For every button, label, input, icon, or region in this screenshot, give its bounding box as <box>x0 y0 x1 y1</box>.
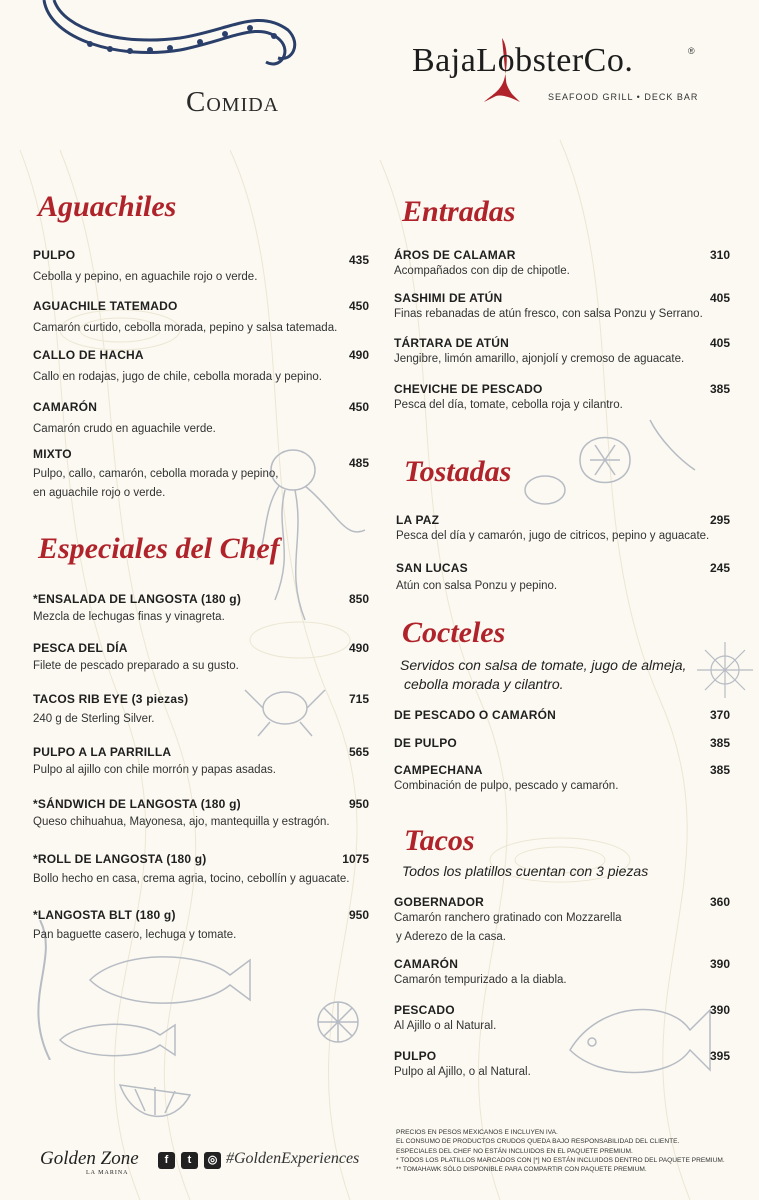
item-price: 385 <box>709 736 730 750</box>
item-price: 310 <box>709 248 730 262</box>
menu-item <box>33 641 239 676</box>
item-desc: Camarón ranchero gratinado con Mozzarella <box>394 912 622 924</box>
item-price: 950 <box>348 797 369 811</box>
menu-item <box>33 447 278 503</box>
item-name: SASHIMI DE ATÚN <box>394 291 503 305</box>
facebook-icon[interactable]: f <box>158 1152 175 1169</box>
item-desc: Atún con salsa Ponzu y pepino. <box>396 580 558 592</box>
fish-group-illustration <box>50 930 270 1080</box>
menu-item <box>394 763 618 796</box>
section-title-especiales: Especiales del Chef <box>38 532 280 565</box>
item-desc: Callo en rodajas, jugo de chile, cebolla morada y pepino. <box>33 371 322 383</box>
menu-item <box>394 1049 531 1082</box>
cocteles-note <box>400 656 686 694</box>
item-desc: Finas rebanadas de atún fresco, con salsa Ponzu y Serrano. <box>394 308 703 320</box>
menu-item <box>33 400 216 439</box>
section-title-tacos: Tacos <box>404 824 475 857</box>
menu-item <box>394 957 567 990</box>
twitter-icon[interactable]: t <box>181 1152 198 1169</box>
item-price: 950 <box>348 908 369 922</box>
golden-zone-logo <box>40 1148 139 1176</box>
item-desc: Queso chihuahua, Mayonesa, ajo, mantequilla y estragón. <box>33 816 330 828</box>
item-price: 450 <box>348 299 369 313</box>
item-desc: Acompañados con dip de chipotle. <box>394 265 570 277</box>
item-desc: Al Ajillo o al Natural. <box>394 1020 497 1032</box>
octopus-tentacle-illustration <box>30 0 310 90</box>
registered-mark: ® <box>688 46 695 56</box>
item-price: 370 <box>709 708 730 722</box>
menu-item <box>33 248 257 287</box>
item-desc: Jengibre, limón amarillo, ajonjolí y cremoso de aguacate. <box>394 353 685 365</box>
item-desc: 240 g de Sterling Silver. <box>33 713 155 725</box>
menu-item <box>33 592 241 627</box>
logo-text: BajaLobsterCo. <box>412 42 634 79</box>
menu-item <box>33 299 337 338</box>
item-name: CAMPECHANA <box>394 763 483 777</box>
item-desc: Camarón curtido, cebolla morada, pepino y salsa tatemada. <box>33 322 338 334</box>
item-desc: Cebolla y pepino, en aguachile rojo o verde. <box>33 271 258 283</box>
menu-item <box>394 382 623 415</box>
item-desc: Pesca del día, tomate, cebolla roja y cilantro. <box>394 399 623 411</box>
section-title-tostadas: Tostadas <box>404 455 512 488</box>
item-price: 450 <box>348 400 369 414</box>
item-desc: Pulpo al ajillo con chile morrón y papas asadas. <box>33 764 276 776</box>
instagram-icon[interactable]: ◎ <box>204 1152 221 1169</box>
item-name: ÁROS DE CALAMAR <box>394 248 516 262</box>
item-name: AGUACHILE TATEMADO <box>33 299 178 313</box>
item-price: 385 <box>709 763 730 777</box>
item-desc: Pulpo, callo, camarón, cebolla morada y pepino, <box>33 468 279 480</box>
menu-item <box>394 291 703 324</box>
hashtag: #GoldenExperiences <box>226 1150 360 1167</box>
item-price: 435 <box>348 253 369 267</box>
item-price: 395 <box>709 1049 730 1063</box>
item-name: DE PULPO <box>394 736 457 750</box>
menu-item <box>394 895 622 947</box>
item-desc: Mezcla de lechugas finas y vinagreta. <box>33 611 225 623</box>
menu-item <box>394 736 457 750</box>
fine-print-line: ESPECIALES DEL CHEF NO ESTÁN INCLUIDOS EN EL PAQUETE PREMIUM. <box>396 1147 633 1155</box>
lemon-wedge-illustration <box>115 1075 195 1125</box>
item-name: MIXTO <box>33 447 72 461</box>
item-name: LA PAZ <box>396 513 440 527</box>
item-name: *ROLL DE LANGOSTA (180 g) <box>33 852 207 866</box>
item-name: *LANGOSTA BLT (180 g) <box>33 908 176 922</box>
item-desc-line-2: en aguachile rojo o verde. <box>33 487 166 499</box>
item-price: 405 <box>709 291 730 305</box>
menu-item <box>396 513 709 546</box>
fine-print-line: PRECIOS EN PESOS MEXICANOS E INCLUYEN IVA. <box>396 1129 558 1136</box>
crab-illustration <box>240 670 330 740</box>
menu-item <box>394 708 556 722</box>
item-name: PULPO <box>394 1049 437 1063</box>
item-desc: Filete de pescado preparado a su gusto. <box>33 660 239 672</box>
menu-item <box>33 745 276 780</box>
cocteles-note-line-2: cebolla morada y cilantro. <box>404 676 564 692</box>
item-name: SAN LUCAS <box>396 561 468 575</box>
item-price: 565 <box>348 745 369 759</box>
menu-item <box>394 1003 496 1036</box>
item-name: CAMARÓN <box>394 957 459 971</box>
menu-item <box>394 336 684 369</box>
fine-print-line: EL CONSUMO DE PRODUCTOS CRUDOS QUEDA BAJO RESPONSABILIDAD DEL CLIENTE. <box>396 1138 680 1146</box>
item-price: 405 <box>709 336 730 350</box>
item-price: 245 <box>709 561 730 575</box>
item-desc: Pan baguette casero, lechuga y tomate. <box>33 929 237 941</box>
item-name: CHEVICHE DE PESCADO <box>394 382 543 396</box>
section-title-entradas: Entradas <box>402 195 516 228</box>
item-name: *ENSALADA DE LANGOSTA (180 g) <box>33 592 242 606</box>
item-price: 390 <box>709 957 730 971</box>
item-name: PULPO A LA PARRILLA <box>33 745 172 759</box>
item-desc-line-2: y Aderezo de la casa. <box>396 931 506 943</box>
item-name: TÁRTARA DE ATÚN <box>394 336 509 350</box>
section-title-aguachiles: Aguachiles <box>38 190 177 223</box>
item-price: 715 <box>348 692 369 706</box>
lime-slice-illustration <box>316 1000 360 1044</box>
golden-zone-sub: LA MARINA <box>86 1170 129 1176</box>
item-price: 490 <box>348 348 369 362</box>
item-price: 385 <box>709 382 730 396</box>
item-price: 360 <box>709 895 730 909</box>
item-name: CAMARÓN <box>33 400 98 414</box>
item-desc: Camarón tempurizado a la diabla. <box>394 974 567 986</box>
item-price: 295 <box>709 513 730 527</box>
item-price: 1075 <box>342 852 369 866</box>
fine-print <box>396 1128 725 1174</box>
menu-item <box>33 908 236 945</box>
section-title-cocteles: Cocteles <box>402 616 506 649</box>
item-price: 485 <box>348 456 369 470</box>
fine-print-line: ** TOMAHAWK SÓLO DISPONIBLE PARA COMPARTIR CON PAQUETE PREMIUM. <box>396 1166 647 1174</box>
golden-zone-brand: Golden Zone <box>40 1148 139 1169</box>
menu-item <box>33 797 330 832</box>
fish-illustration <box>560 980 720 1100</box>
sea-urchin-illustration <box>695 640 755 700</box>
item-price: 390 <box>709 1003 730 1017</box>
item-name: PULPO <box>33 248 76 262</box>
item-desc: Bollo hecho en casa, crema agria, tocino, cebollín y aguacate. <box>33 873 350 885</box>
baja-lobster-logo <box>412 36 712 106</box>
menu-item <box>33 348 322 387</box>
comida-heading: Comida <box>186 86 280 118</box>
menu-item <box>396 561 557 596</box>
item-name: CALLO DE HACHA <box>33 348 144 362</box>
item-name: GOBERNADOR <box>394 895 485 909</box>
item-desc: Pesca del día y camarón, jugo de citricos, pepino y aguacate. <box>396 530 710 542</box>
tacos-note: Todos los platillos cuentan con 3 piezas <box>402 863 649 879</box>
item-name: PESCADO <box>394 1003 455 1017</box>
logo-tagline: SEAFOOD GRILL • DECK BAR <box>548 92 699 102</box>
item-name: TACOS RIB EYE (3 piezas) <box>33 692 189 706</box>
item-name: DE PESCADO O CAMARÓN <box>394 708 557 722</box>
menu-item <box>394 248 570 281</box>
item-desc: Pulpo al Ajillo, o al Natural. <box>394 1066 531 1078</box>
item-desc: Camarón crudo en aguachile verde. <box>33 423 216 435</box>
item-name: PESCA DEL DÍA <box>33 641 128 655</box>
item-name: *SÁNDWICH DE LANGOSTA (180 g) <box>33 797 241 811</box>
cocteles-note-line-1: Servidos con salsa de tomate, jugo de almeja, <box>400 657 687 673</box>
menu-item <box>33 852 349 889</box>
shell-illustration <box>520 400 700 520</box>
item-desc: Combinación de pulpo, pescado y camarón. <box>394 780 619 792</box>
fine-print-line: * TODOS LOS PLATILLOS MARCADOS CON [*] NO ESTÁN INCLUIDOS DENTRO DEL PAQUETE PREMIUM. <box>396 1156 725 1164</box>
item-price: 850 <box>348 592 369 606</box>
menu-item <box>33 692 188 729</box>
item-price: 490 <box>348 641 369 655</box>
